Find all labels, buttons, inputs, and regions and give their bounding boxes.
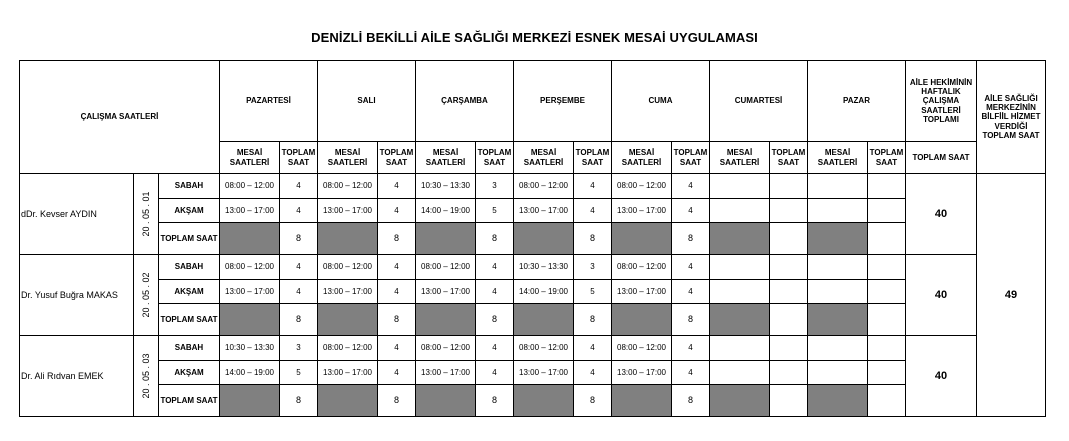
mesai-hours-cell: 13:00 – 17:00 bbox=[514, 361, 574, 385]
toplam-saat-header: TOPLAM SAAT bbox=[280, 142, 318, 174]
mesai-hours-cell: 13:00 – 17:00 bbox=[220, 280, 280, 304]
gray-cell bbox=[514, 304, 574, 336]
gray-cell bbox=[710, 385, 770, 417]
empty-cell bbox=[808, 199, 868, 223]
gray-cell bbox=[710, 223, 770, 255]
day-total-hours: 8 bbox=[574, 223, 612, 255]
day-total-hours: 8 bbox=[378, 304, 416, 336]
day-total-hours: 8 bbox=[280, 304, 318, 336]
mesai-hours-cell: 08:00 – 12:00 bbox=[318, 174, 378, 199]
weekly-total-header: AİLE HEKİMİNİN HAFTALIK ÇALIŞMA SAATLERİ TOPLAMI bbox=[906, 61, 977, 142]
hours-count-cell: 4 bbox=[476, 336, 514, 361]
mesai-hours-cell: 13:00 – 17:00 bbox=[514, 199, 574, 223]
hours-count-cell: 4 bbox=[672, 199, 710, 223]
weekly-total-value: 40 bbox=[906, 174, 977, 255]
empty-cell bbox=[808, 336, 868, 361]
shift-label: TOPLAM SAAT bbox=[159, 223, 220, 255]
empty-cell bbox=[868, 199, 906, 223]
hours-count-cell: 4 bbox=[476, 361, 514, 385]
doctor-name: dDr. Kevser AYDIN bbox=[20, 174, 134, 255]
hours-count-cell: 4 bbox=[378, 255, 416, 280]
gray-cell bbox=[318, 385, 378, 417]
empty-cell bbox=[770, 336, 808, 361]
doctor-code-text: 20 . 05 . 01 bbox=[140, 191, 151, 237]
hours-count-cell: 4 bbox=[378, 361, 416, 385]
gray-cell bbox=[416, 223, 476, 255]
hours-count-cell: 4 bbox=[280, 174, 318, 199]
day-header-sunday: PAZAR bbox=[808, 61, 906, 142]
hours-count-cell: 4 bbox=[672, 361, 710, 385]
calisma-saatleri-header: ÇALIŞMA SAATLERİ bbox=[20, 61, 220, 174]
hours-count-cell: 4 bbox=[476, 280, 514, 304]
doctor-name: Dr. Ali Rıdvan EMEK bbox=[20, 336, 134, 417]
gray-cell bbox=[612, 385, 672, 417]
table-row bbox=[20, 223, 1046, 255]
gray-cell bbox=[808, 223, 868, 255]
mesai-hours-cell: 13:00 – 17:00 bbox=[612, 361, 672, 385]
day-header-monday: PAZARTESİ bbox=[220, 61, 318, 142]
gray-cell bbox=[220, 223, 280, 255]
doctor-code bbox=[134, 336, 159, 417]
mesai-hours-cell: 13:00 – 17:00 bbox=[318, 199, 378, 223]
empty-cell bbox=[770, 174, 808, 199]
weekly-total-value: 40 bbox=[906, 336, 977, 417]
empty-cell bbox=[808, 174, 868, 199]
day-total-hours: 8 bbox=[476, 385, 514, 417]
empty-cell bbox=[710, 361, 770, 385]
empty-cell bbox=[770, 255, 808, 280]
doctor-code-text: 20 . 05 . 03 bbox=[140, 353, 151, 399]
day-total-hours: 8 bbox=[476, 223, 514, 255]
shift-label: SABAH bbox=[159, 336, 220, 361]
mesai-hours-cell: 08:00 – 12:00 bbox=[220, 174, 280, 199]
empty-cell bbox=[868, 361, 906, 385]
hours-count-cell: 4 bbox=[574, 336, 612, 361]
doctor-code-text: 20 . 05 . 02 bbox=[140, 272, 151, 318]
gray-cell bbox=[612, 223, 672, 255]
hours-count-cell: 4 bbox=[280, 280, 318, 304]
gray-cell bbox=[220, 385, 280, 417]
day-total-hours: 8 bbox=[476, 304, 514, 336]
day-header-friday: CUMA bbox=[612, 61, 710, 142]
page-title: DENİZLİ BEKİLLİ AİLE SAĞLIĞI MERKEZİ ESNEK MESAİ UYGULAMASI bbox=[311, 30, 758, 45]
mesai-hours-cell: 13:00 – 17:00 bbox=[416, 361, 476, 385]
empty-cell bbox=[770, 304, 808, 336]
mesai-hours-cell: 14:00 – 19:00 bbox=[514, 280, 574, 304]
toplam-saat-header: TOPLAM SAAT bbox=[868, 142, 906, 174]
day-total-hours: 8 bbox=[378, 223, 416, 255]
center-total-value: 49 bbox=[977, 174, 1046, 417]
shift-label: SABAH bbox=[159, 174, 220, 199]
hours-count-cell: 4 bbox=[280, 255, 318, 280]
day-total-hours: 8 bbox=[280, 385, 318, 417]
shift-label: TOPLAM SAAT bbox=[159, 304, 220, 336]
day-total-hours: 8 bbox=[574, 304, 612, 336]
hours-count-cell: 4 bbox=[574, 199, 612, 223]
gray-cell bbox=[416, 385, 476, 417]
mesai-hours-cell: 08:00 – 12:00 bbox=[514, 336, 574, 361]
empty-cell bbox=[710, 199, 770, 223]
mesai-saatleri-header: MESAİ SAATLERİ bbox=[710, 142, 770, 174]
mesai-saatleri-header: MESAİ SAATLERİ bbox=[318, 142, 378, 174]
center-total-header: AİLE SAĞLIĞI MERKEZİNİN BİLFİİL HİZMET VERDİĞİ TOPLAM SAAT bbox=[977, 61, 1046, 174]
doctor-code bbox=[134, 255, 159, 336]
mesai-hours-cell: 13:00 – 17:00 bbox=[416, 280, 476, 304]
hours-count-cell: 4 bbox=[574, 361, 612, 385]
table-row bbox=[20, 174, 1046, 199]
hours-count-cell: 5 bbox=[574, 280, 612, 304]
shift-label: AKŞAM bbox=[159, 199, 220, 223]
mesai-saatleri-header: MESAİ SAATLERİ bbox=[612, 142, 672, 174]
weekly-total-subheader: TOPLAM SAAT bbox=[906, 142, 977, 174]
mesai-hours-cell: 08:00 – 12:00 bbox=[220, 255, 280, 280]
hours-count-cell: 4 bbox=[574, 174, 612, 199]
mesai-saatleri-header: MESAİ SAATLERİ bbox=[416, 142, 476, 174]
hours-count-cell: 4 bbox=[378, 336, 416, 361]
day-header-saturday: CUMARTESİ bbox=[710, 61, 808, 142]
empty-cell bbox=[770, 361, 808, 385]
empty-cell bbox=[868, 336, 906, 361]
empty-cell bbox=[868, 174, 906, 199]
mesai-hours-cell: 08:00 – 12:00 bbox=[318, 255, 378, 280]
gray-cell bbox=[710, 304, 770, 336]
doctor-code bbox=[134, 174, 159, 255]
mesai-hours-cell: 08:00 – 12:00 bbox=[416, 255, 476, 280]
day-total-hours: 8 bbox=[574, 385, 612, 417]
mesai-hours-cell: 13:00 – 17:00 bbox=[318, 361, 378, 385]
hours-count-cell: 4 bbox=[672, 336, 710, 361]
gray-cell bbox=[220, 304, 280, 336]
gray-cell bbox=[612, 304, 672, 336]
gray-cell bbox=[514, 223, 574, 255]
empty-cell bbox=[868, 255, 906, 280]
hours-count-cell: 4 bbox=[672, 255, 710, 280]
mesai-hours-cell: 08:00 – 12:00 bbox=[318, 336, 378, 361]
toplam-saat-header: TOPLAM SAAT bbox=[770, 142, 808, 174]
toplam-saat-header: TOPLAM SAAT bbox=[672, 142, 710, 174]
day-total-hours: 8 bbox=[672, 385, 710, 417]
doctor-name: Dr. Yusuf Buğra MAKAS bbox=[20, 255, 134, 336]
gray-cell bbox=[808, 385, 868, 417]
table-row bbox=[20, 361, 1046, 385]
table-row bbox=[20, 385, 1046, 417]
gray-cell bbox=[514, 385, 574, 417]
shift-label: AKŞAM bbox=[159, 280, 220, 304]
table-row bbox=[20, 304, 1046, 336]
hours-count-cell: 4 bbox=[672, 174, 710, 199]
empty-cell bbox=[868, 304, 906, 336]
empty-cell bbox=[710, 255, 770, 280]
empty-cell bbox=[770, 385, 808, 417]
mesai-hours-cell: 14:00 – 19:00 bbox=[220, 361, 280, 385]
day-total-hours: 8 bbox=[280, 223, 318, 255]
day-header-tuesday: SALI bbox=[318, 61, 416, 142]
mesai-hours-cell: 08:00 – 12:00 bbox=[612, 336, 672, 361]
mesai-hours-cell: 08:00 – 12:00 bbox=[612, 255, 672, 280]
mesai-hours-cell: 14:00 – 19:00 bbox=[416, 199, 476, 223]
mesai-hours-cell: 10:30 – 13:30 bbox=[514, 255, 574, 280]
shift-label: AKŞAM bbox=[159, 361, 220, 385]
day-total-hours: 8 bbox=[672, 304, 710, 336]
weekly-total-value: 40 bbox=[906, 255, 977, 336]
hours-count-cell: 3 bbox=[574, 255, 612, 280]
gray-cell bbox=[416, 304, 476, 336]
empty-cell bbox=[710, 280, 770, 304]
empty-cell bbox=[710, 336, 770, 361]
hours-count-cell: 4 bbox=[378, 280, 416, 304]
hours-count-cell: 4 bbox=[378, 174, 416, 199]
empty-cell bbox=[868, 385, 906, 417]
empty-cell bbox=[808, 361, 868, 385]
hours-count-cell: 5 bbox=[476, 199, 514, 223]
empty-cell bbox=[808, 255, 868, 280]
toplam-saat-header: TOPLAM SAAT bbox=[476, 142, 514, 174]
table-row bbox=[20, 280, 1046, 304]
empty-cell bbox=[808, 280, 868, 304]
shift-label: SABAH bbox=[159, 255, 220, 280]
toplam-saat-header: TOPLAM SAAT bbox=[574, 142, 612, 174]
mesai-hours-cell: 08:00 – 12:00 bbox=[514, 174, 574, 199]
table-row bbox=[20, 199, 1046, 223]
shift-label: TOPLAM SAAT bbox=[159, 385, 220, 417]
day-header-wednesday: ÇARŞAMBA bbox=[416, 61, 514, 142]
mesai-hours-cell: 10:30 – 13:30 bbox=[416, 174, 476, 199]
hours-count-cell: 5 bbox=[280, 361, 318, 385]
mesai-hours-cell: 10:30 – 13:30 bbox=[220, 336, 280, 361]
mesai-saatleri-header: MESAİ SAATLERİ bbox=[220, 142, 280, 174]
day-header-thursday: PERŞEMBE bbox=[514, 61, 612, 142]
mesai-hours-cell: 13:00 – 17:00 bbox=[220, 199, 280, 223]
table-row bbox=[20, 336, 1046, 361]
mesai-hours-cell: 08:00 – 12:00 bbox=[416, 336, 476, 361]
empty-cell bbox=[770, 199, 808, 223]
hours-count-cell: 4 bbox=[280, 199, 318, 223]
day-total-hours: 8 bbox=[378, 385, 416, 417]
mesai-hours-cell: 13:00 – 17:00 bbox=[612, 280, 672, 304]
hours-count-cell: 4 bbox=[378, 199, 416, 223]
hours-count-cell: 4 bbox=[672, 280, 710, 304]
empty-cell bbox=[770, 223, 808, 255]
empty-cell bbox=[868, 223, 906, 255]
gray-cell bbox=[318, 223, 378, 255]
empty-cell bbox=[770, 280, 808, 304]
mesai-saatleri-header: MESAİ SAATLERİ bbox=[808, 142, 868, 174]
mesai-hours-cell: 08:00 – 12:00 bbox=[612, 174, 672, 199]
mesai-hours-cell: 13:00 – 17:00 bbox=[612, 199, 672, 223]
hours-count-cell: 3 bbox=[476, 174, 514, 199]
empty-cell bbox=[868, 280, 906, 304]
schedule-table bbox=[19, 60, 1046, 417]
mesai-saatleri-header: MESAİ SAATLERİ bbox=[514, 142, 574, 174]
hours-count-cell: 4 bbox=[476, 255, 514, 280]
gray-cell bbox=[318, 304, 378, 336]
empty-cell bbox=[710, 174, 770, 199]
day-total-hours: 8 bbox=[672, 223, 710, 255]
table-row bbox=[20, 255, 1046, 280]
hours-count-cell: 3 bbox=[280, 336, 318, 361]
mesai-hours-cell: 13:00 – 17:00 bbox=[318, 280, 378, 304]
gray-cell bbox=[808, 304, 868, 336]
toplam-saat-header: TOPLAM SAAT bbox=[378, 142, 416, 174]
